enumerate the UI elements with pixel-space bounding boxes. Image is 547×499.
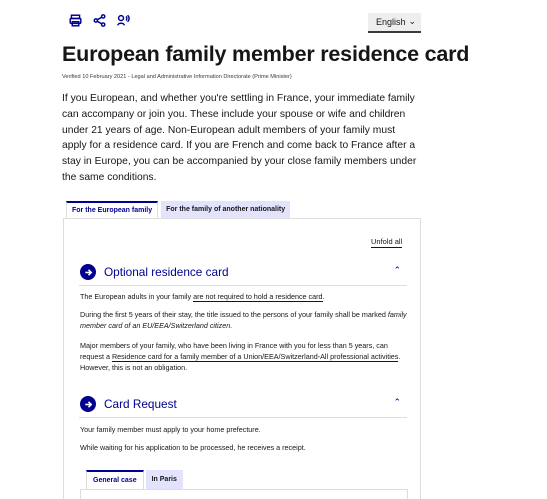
accordion-paragraph: While waiting for his application to be processed, he receives a receipt. xyxy=(80,443,306,452)
lead-paragraph: If you European, and whether you're settling in France, your immediate family can accompany or join you. These include your spouse or wife and children under 21 years of age. Non-European adult members of your family must apply for a residence card. If you are French and come back to France after a stay in Europe, you can be accompanied by your close family members under the same conditions. xyxy=(62,93,417,183)
text: . xyxy=(322,292,325,301)
chevron-down-icon: ⌄ xyxy=(408,16,416,26)
arrow-right-icon xyxy=(80,264,96,280)
accordion-title: Card Request xyxy=(104,397,177,411)
nationality-tabs xyxy=(66,201,290,219)
listen-icon xyxy=(117,14,130,32)
accordion-title: Optional residence card xyxy=(104,265,229,279)
language-select[interactable] xyxy=(368,13,421,33)
chevron-up-icon: ⌃ xyxy=(393,265,401,275)
printer-icon xyxy=(69,14,82,32)
page-toolbar xyxy=(66,14,132,32)
accordion-paragraph: Your family member must apply to your home prefecture. xyxy=(80,425,261,434)
page-title: European family member residence card xyxy=(62,42,470,66)
accordion-paragraph xyxy=(80,292,410,303)
text: During the first 5 years of their stay, the title issued to the persons of your family shall be marked xyxy=(80,310,388,319)
print-button[interactable] xyxy=(66,14,84,32)
accordion-optional-residence-card[interactable] xyxy=(80,261,407,283)
verification-meta: Verified 10 February 2021 - Legal and Administrative Information Directorate (Prime Minister) xyxy=(62,74,292,80)
text: Major members of your family, who have been living in France with you for less than 5 years, can request a xyxy=(80,341,388,361)
share-icon xyxy=(93,14,106,32)
not-required-link[interactable]: are not required to hold a residence card xyxy=(193,292,323,301)
unfold-all-button[interactable]: Unfold all xyxy=(371,237,403,246)
arrow-right-icon xyxy=(80,396,96,412)
language-selected-label: English xyxy=(376,17,406,27)
divider xyxy=(79,285,407,286)
emphasis-text: family member card of an EU/EEA/Switzerland citizen. xyxy=(80,310,407,330)
accordion-card-request[interactable] xyxy=(80,393,407,415)
tab-european-family[interactable]: For the European family xyxy=(66,201,158,219)
text: . However, this is not an obligation. xyxy=(80,351,401,372)
chevron-up-icon: ⌃ xyxy=(393,397,401,407)
accordion-paragraph xyxy=(80,310,410,332)
location-tab-panel xyxy=(80,489,408,499)
residence-card-link[interactable]: Residence card for a family member of a Union/EEA/Switzerland-All professional activities xyxy=(111,351,399,361)
tab-in-paris[interactable]: In Paris xyxy=(146,470,183,490)
location-tabs xyxy=(86,470,183,490)
text: The European adults in your family xyxy=(80,292,194,301)
tab-other-nationality[interactable]: For the family of another nationality xyxy=(161,201,290,219)
share-button[interactable] xyxy=(90,14,108,32)
divider xyxy=(79,417,407,418)
tab-general-case[interactable]: General case xyxy=(86,470,144,490)
listen-button[interactable] xyxy=(114,14,132,32)
accordion-paragraph xyxy=(80,341,410,373)
